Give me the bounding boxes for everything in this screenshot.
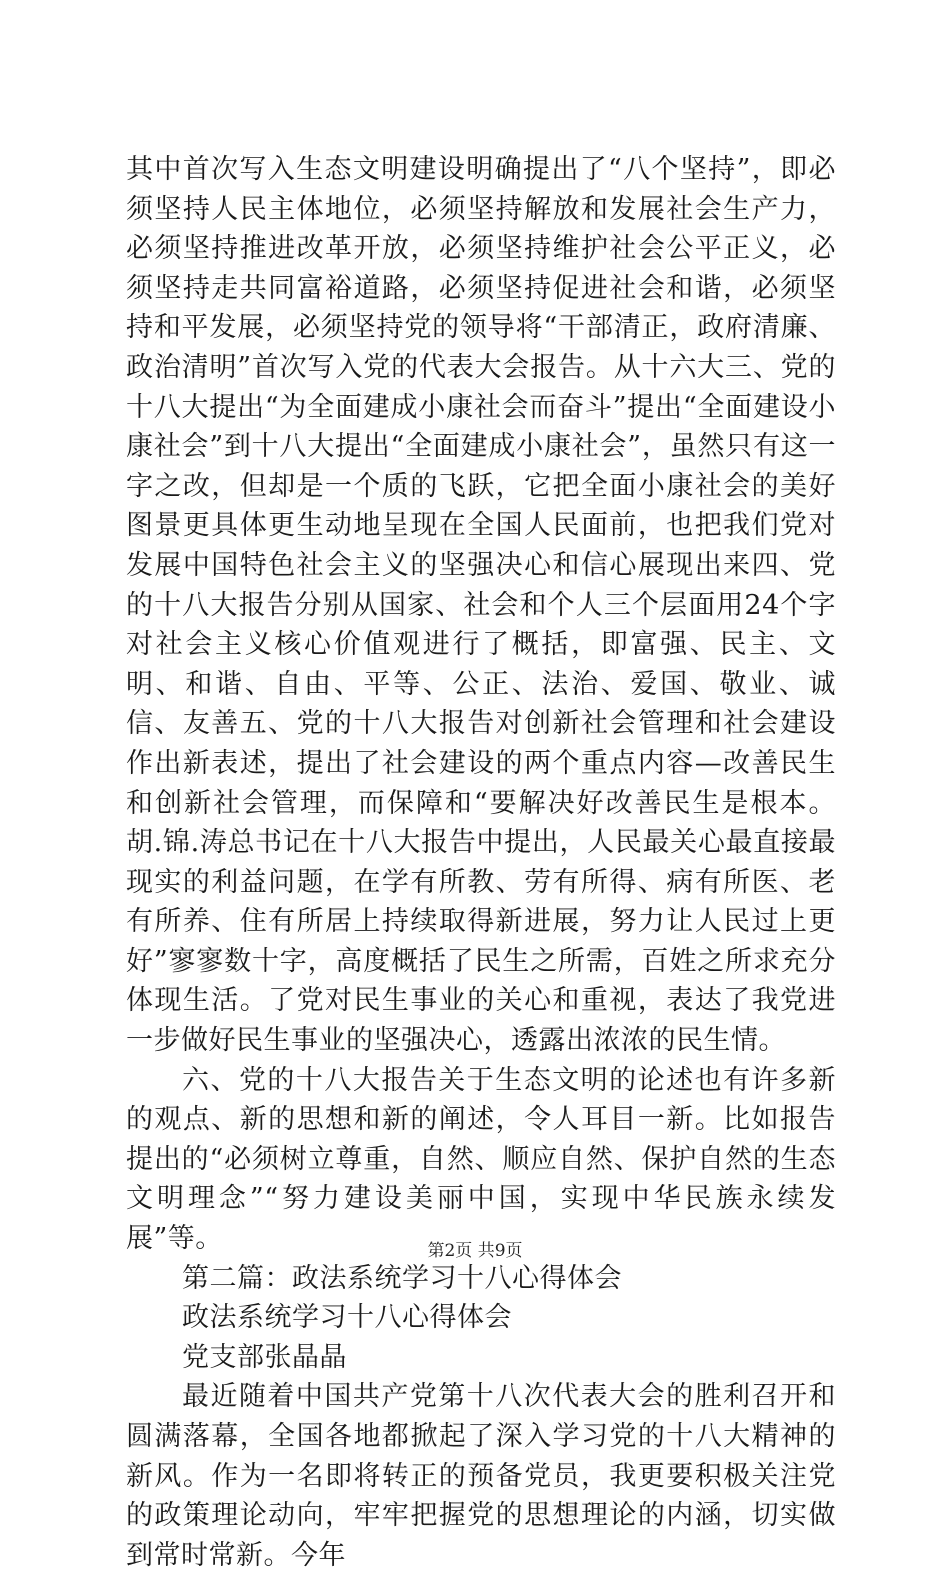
section-heading: 第二篇：政法系统学习十八心得体会: [182, 1262, 622, 1294]
body-paragraph: 六、党的十八大报告关于生态文明的论述也有许多新的观点、新的思想和新的阐述，令人耳目一新。比如报告提出的“必须树立尊重，自然、顺应自然、保护自然的生态文明理念”“努力建设美丽中国，实现中华民族永续发展”等。: [126, 1064, 836, 1255]
article-title: 政法系统学习十八心得体会: [182, 1302, 512, 1334]
body-paragraph: 其中首次写入生态文明建设明确提出了“八个坚持”，即必须坚持人民主体地位，必须坚持解放和发展社会生产力，必须坚持推进改革开放，必须坚持维护社会公平正义，必须坚持走共同富裕道路，必须坚持促进社会和谐，必须坚持和平发展，必须坚持党的领导将“干部清正，政府清廉、政治清明”首次写入党的代表大会报告。从十六大三、党的十八大提出“为全面建成小康社会而奋斗”提出“全面建设小康社会”到十八大提出“全面建成小康社会”，虽然只有这一字之改，但却是一个质的飞跃，它把全面小康社会的美好图景更具体更生动地呈现在全国人民面前，也把我们党对发展中国特色社会主义的坚强决心和信心展现出来四、党的十八大报告分别从国家、社会和个人三个层面用24个字对社会主义核心价值观进行了概括，即富强、民主、文明、和谐、自由、平等、公正、法治、爱国、敬业、诚信、友善五、党的十八大报告对创新社会管理和社会建设作出新表述，提出了社会建设的两个重点内容—改善民生和创新社会管理，而保障和“要解决好改善民生是根本。胡.锦.涛总书记在十八大报告中提出，人民最关心最直接最现实的利益问题，在学有所教、劳有所得、病有所医、老有所养、住有所居上持续取得新进展，努力让人民过上更好”寥寥数十字，高度概括了民生之所需，百姓之所求充分体现生活。了党对民生事业的关心和重视，表达了我党进一步做好民生事业的坚强决心，透露出浓浓的民生情。: [126, 154, 836, 1057]
body-paragraph: 最近随着中国共产党第十八次代表大会的胜利召开和圆满落幕，全国各地都掀起了深入学习党的十八大精神的新风。作为一名即将转正的预备党员，我更要积极关注党的政策理论动向，牢牢把握党的思想理论的内涵，切实做到常时常新。今年: [126, 1381, 836, 1571]
author-line: 党支部张晶晶: [182, 1341, 347, 1373]
page-number-footer: 第2页 共9页: [427, 1241, 523, 1261]
document-body: [126, 150, 836, 1575]
